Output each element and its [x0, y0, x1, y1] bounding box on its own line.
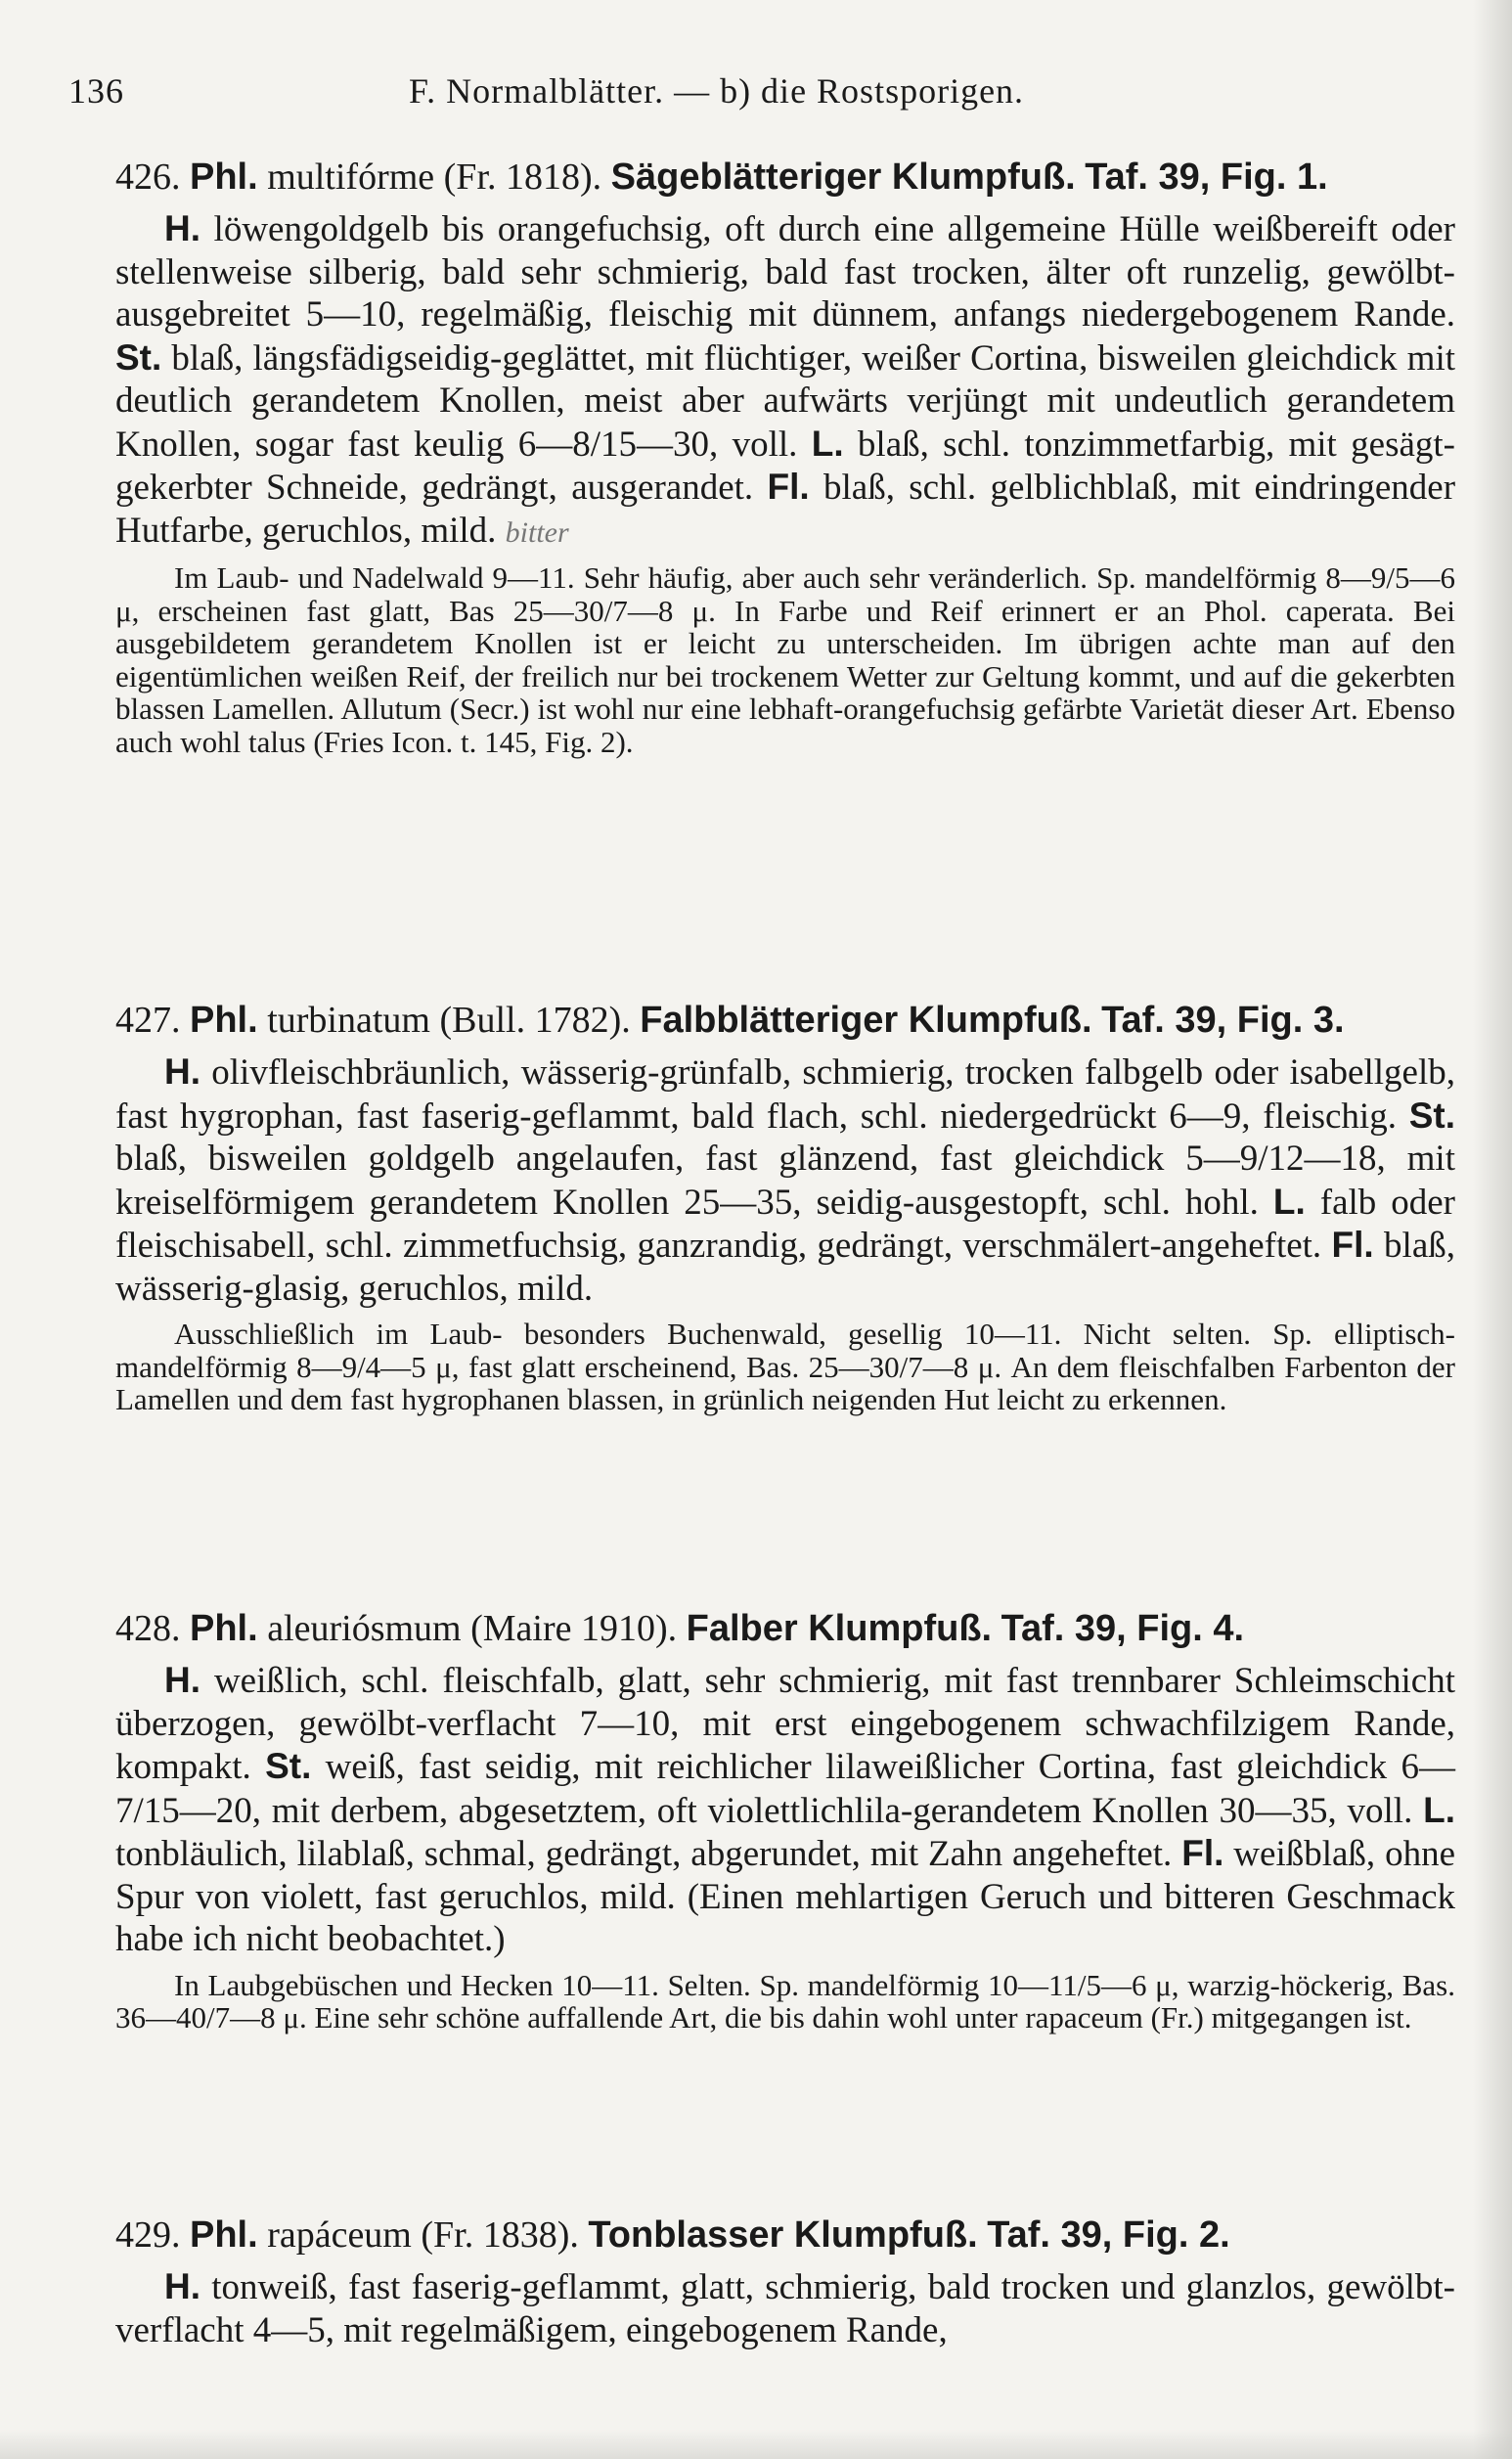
entry-title: 429. Phl. rapáceum (Fr. 1838). Tonblasser Klumpfuß. Taf. 39, Fig. 2.	[115, 2214, 1230, 2256]
scan-edge-shadow	[1473, 0, 1512, 2459]
entry-description: H. weißlich, schl. fleischfalb, glatt, sehr schmierig, mit fast trennbarer Schleimschicht überzogen, gewölbt-verflacht 7—10, mit erst eingebogenem schwachfilzigem Rande, kompakt. St. weiß, fast seidig, mit reichlicher lilaweißlicher Cortina, fast gleichdick 6—7/15—20, mit derbem, abgesetztem, oft violettlichlila-gerandetem Knollen 30—35, voll. L. tonbläulich, lilablaß, schmal, gedrängt, abgerundet, mit Zahn angeheftet. Fl. weißblaß, ohne Spur von violett, fast geruchlos, mild. (Einen mehlartigen Geruch und bitteren Geschmack habe ich nicht beobachtet.)	[115, 1660, 1455, 1959]
page-number: 136	[68, 71, 124, 111]
entry-title: 428. Phl. aleuriósmum (Maire 1910). Falber Klumpfuß. Taf. 39, Fig. 4.	[115, 1608, 1245, 1649]
entry-426	[115, 155, 1455, 758]
entry-description: H. löwengoldgelb bis orangefuchsig, oft durch eine allgemeine Hülle weißbereift oder stellenweise silberig, bald sehr schmierig, bald fast trocken, älter oft runzelig, gewölbt-ausgebreitet 5—10, regelmäßig, fleischig mit dünnem, anfangs niedergebogenem Rande. St. blaß, längsfädigseidig-geglättet, mit flüchtiger, weißer Cortina, bisweilen gleichdick mit deutlich gerandetem Knollen, meist aber aufwärts verjüngt mit undeutlich gerandetem Knollen, sogar fast keulig 6—8/15—30, voll. L. blaß, schl. tonzimmetfarbig, mit gesägt-gekerbter Schneide, gedrängt, ausgerandet. Fl. blaß, schl. gelblichblaß, mit eindringender Hutfarbe, geruchlos, mild. bitter	[115, 208, 1456, 551]
handwritten-note: bitter	[505, 515, 569, 549]
entry-note: Im Laub- und Nadelwald 9—11. Sehr häufig, aber auch sehr veränderlich. Sp. mandelförmig 8—9/5—6 μ, erscheinen fast glatt, Bas 25—30/7—8 μ. In Farbe und Reif erinnert er an Phol. caperata. Bei ausgebildetem gerandetem Knollen ist er leicht zu unterscheiden. Im übrigen achte man auf den eigentümlichen weißen Reif, der freilich nur bei trockenem Wetter zur Geltung kommt, und auf die gekerbten blassen Lamellen. Allutum (Secr.) ist wohl nur eine lebhaft-orangefuchsig gefärbte Varietät dieser Art. Ebenso auch wohl talus (Fries Icon. t. 145, Fig. 2).	[115, 560, 1455, 759]
entry-description: H. olivfleischbräunlich, wässerig-grünfalb, schmierig, trocken falbgelb oder isabellgelb, fast hygrophan, fast faserig-geflammt, bald flach, schl. niedergedrückt 6—9, fleischig. St. blaß, bisweilen goldgelb angelaufen, fast glänzend, fast gleichdick 5—9/12—18, mit kreiselförmigem gerandetem Knollen 25—35, seidig-ausgestopft, schl. hohl. L. falb oder fleischisabell, schl. zimmetfuchsig, ganzrandig, gedrängt, verschmälert-angeheftet. Fl. blaß, wässerig-glasig, geruchlos, mild.	[115, 1051, 1456, 1309]
entry-title: 426. Phl. multifórme (Fr. 1818). Sägeblätteriger Klumpfuß. Taf. 39, Fig. 1.	[115, 156, 1328, 198]
running-title: F. Normalblätter. — b) die Rostsporigen.	[409, 71, 1025, 111]
entry-description: H. tonweiß, fast faserig-geflammt, glatt, schmierig, bald trocken und glanzlos, gewölbt-verflacht 4—5, mit regelmäßigem, eingebogenem Rande,	[115, 2266, 1456, 2350]
entry-428	[115, 1606, 1455, 2034]
entry-note: Ausschließlich im Laub- besonders Buchenwald, gesellig 10—11. Nicht selten. Sp. elliptisch-mandelförmig 8—9/4—5 μ, fast glatt erscheinend, Bas. 25—30/7—8 μ. An dem fleischfalben Farbenton der Lamellen und dem fast hygrophanen blassen, in grünlich neigenden Hut leicht zu erkennen.	[115, 1317, 1455, 1416]
entry-427	[115, 998, 1455, 1416]
entry-title: 427. Phl. turbinatum (Bull. 1782). Falbblätteriger Klumpfuß. Taf. 39, Fig. 3.	[115, 1000, 1345, 1041]
entry-429	[115, 2213, 1455, 2351]
scan-bottom-shadow	[0, 2430, 1512, 2459]
entry-note: In Laubgebüschen und Hecken 10—11. Selten. Sp. mandelförmig 10—11/5—6 μ, warzig-höckerig, Bas. 36—40/7—8 μ. Eine sehr schöne auffallende Art, die bis dahin wohl unter rapaceum (Fr.) mitgegangen ist.	[115, 1967, 1455, 2034]
